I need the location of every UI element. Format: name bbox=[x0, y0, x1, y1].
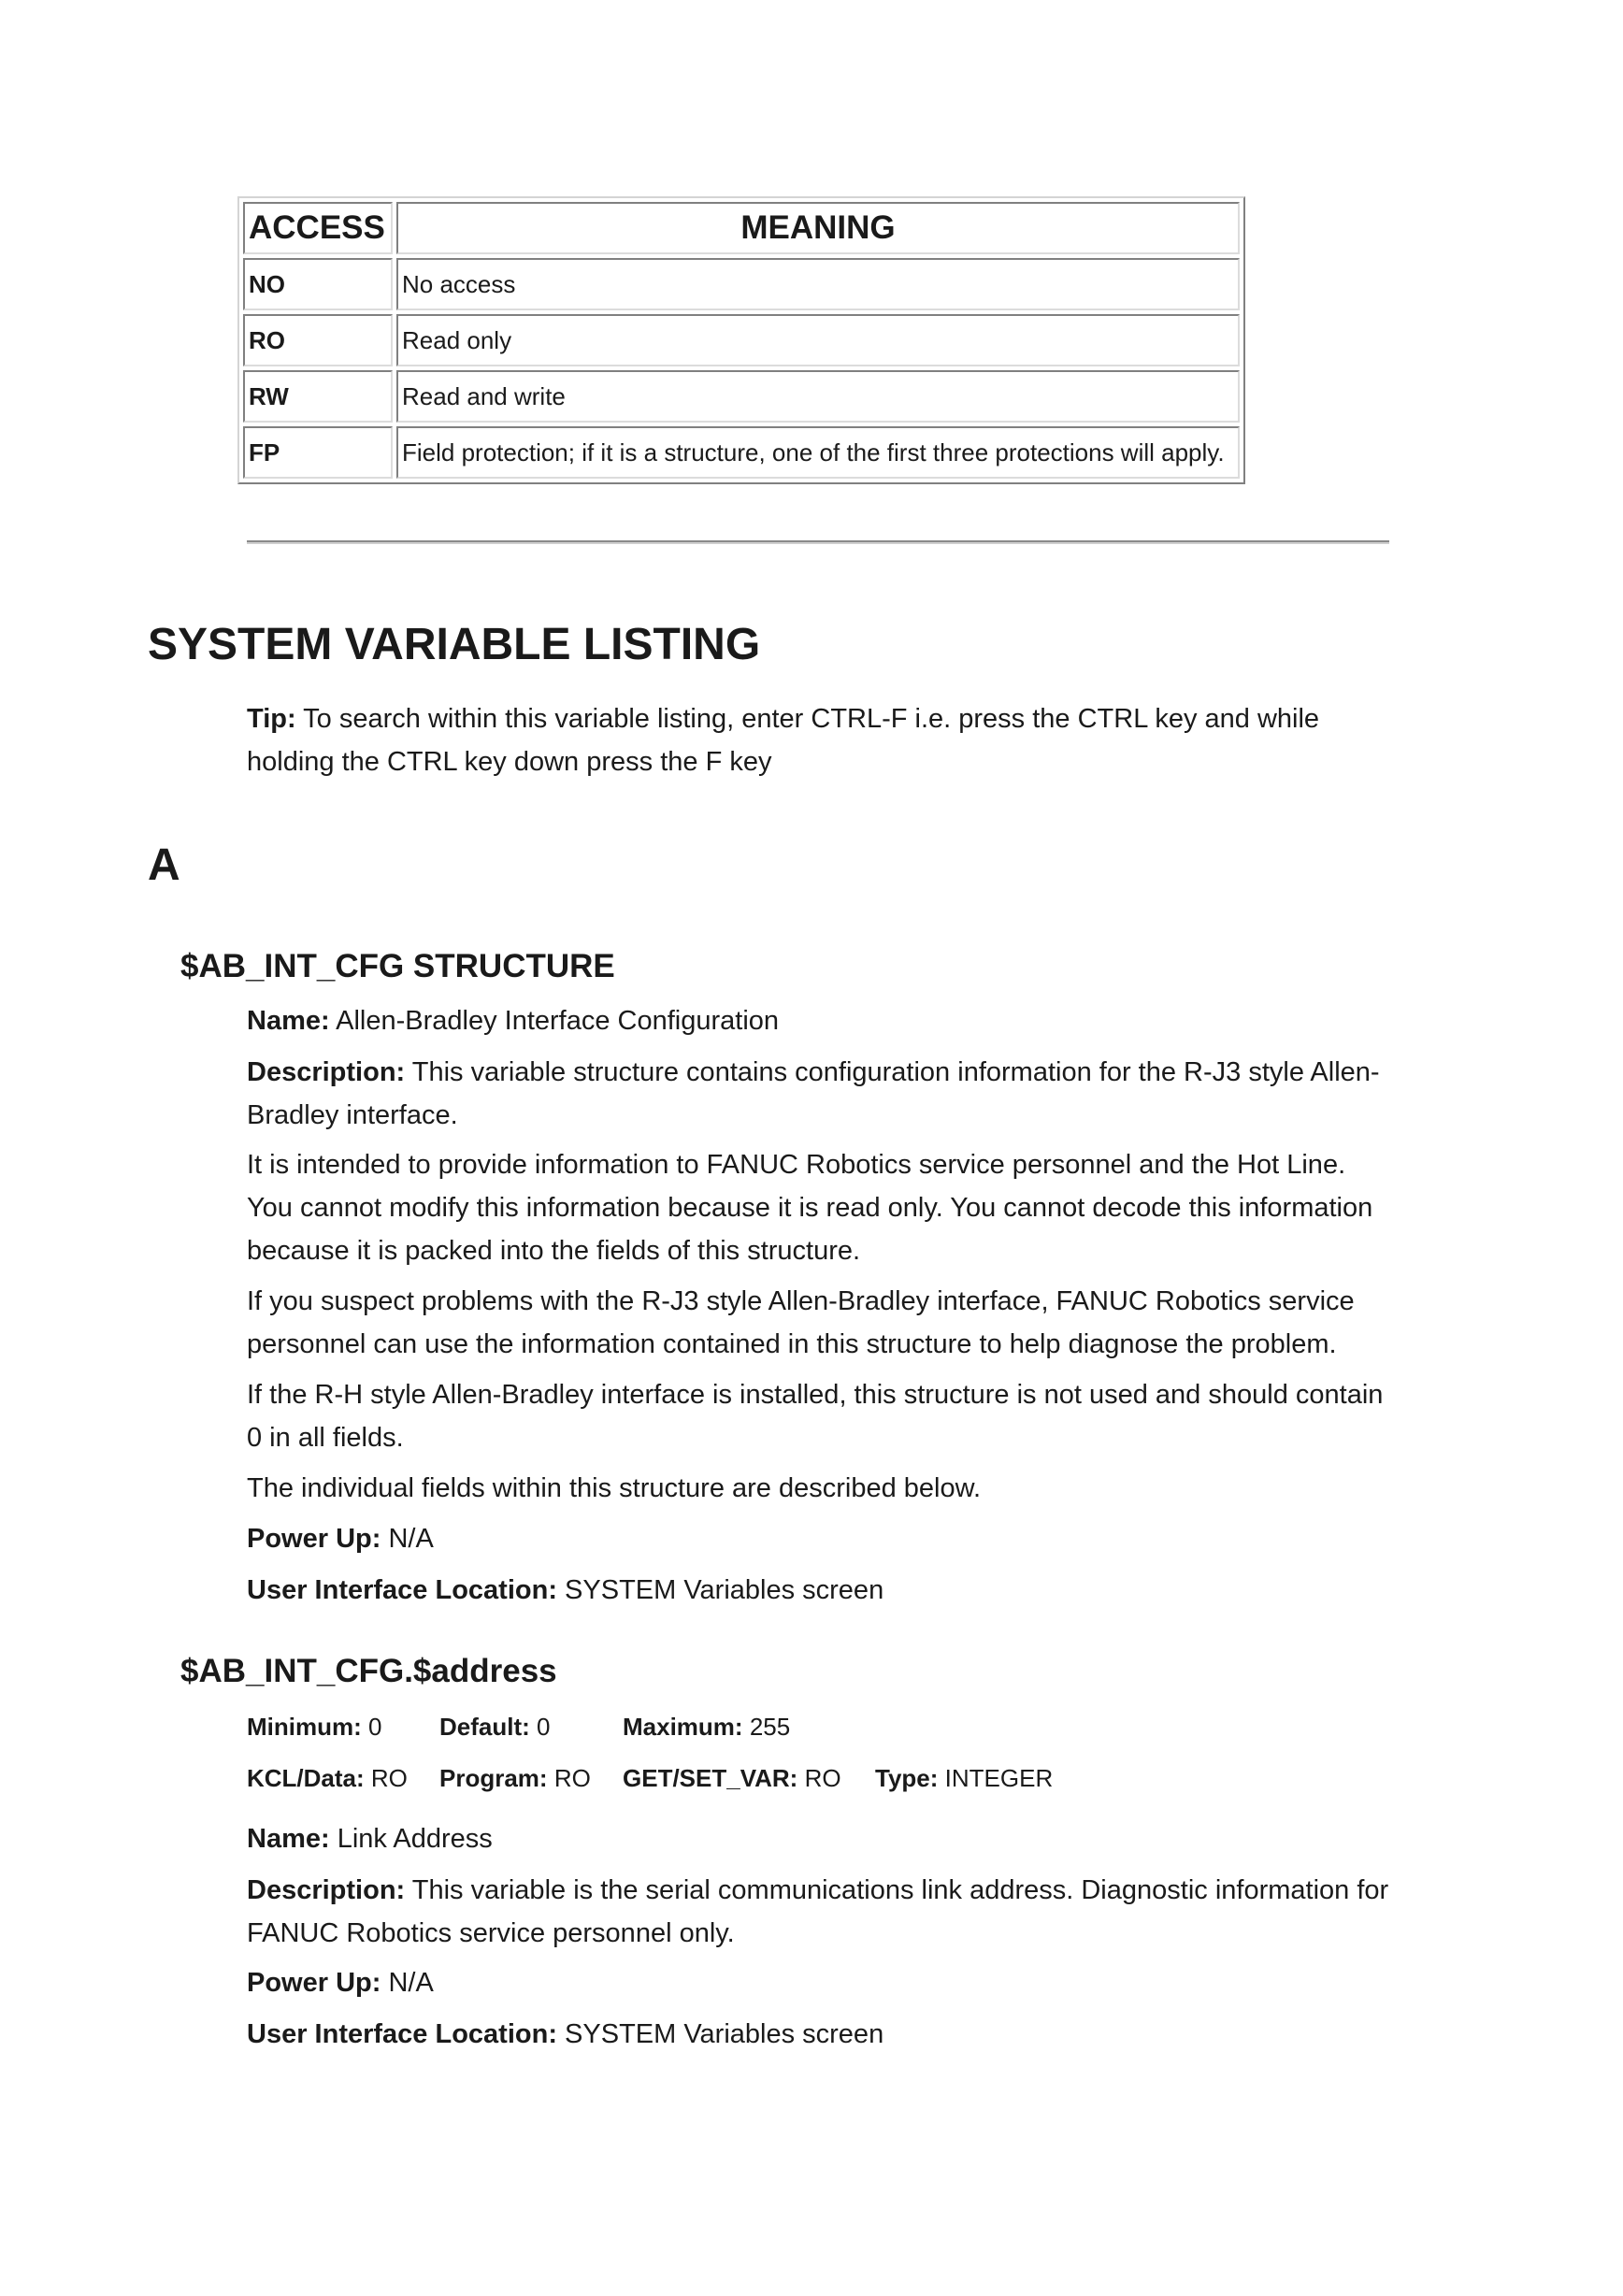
name-value: Link Address bbox=[337, 1824, 493, 1854]
default-attr bbox=[439, 1710, 550, 1744]
letter-heading: A bbox=[148, 840, 180, 890]
structure-power-up bbox=[247, 1517, 1397, 1560]
maximum-label: Maximum: bbox=[623, 1713, 743, 1741]
access-meaning: Read and write bbox=[396, 370, 1240, 423]
ui-location-label: User Interface Location: bbox=[247, 2019, 557, 2049]
table-row bbox=[243, 314, 1240, 366]
minimum-label: Minimum: bbox=[247, 1713, 362, 1741]
access-meaning: Field protection; if it is a structure, one of the first three protections will apply. bbox=[396, 426, 1240, 479]
field-heading: $AB_INT_CFG.$address bbox=[180, 1653, 557, 1689]
tip-label: Tip: bbox=[247, 704, 296, 734]
access-code: FP bbox=[243, 426, 393, 479]
type-value: INTEGER bbox=[944, 1764, 1054, 1792]
structure-paragraph-3: If the R-H style Allen-Bradley interface is installed, this structure is not used and should contain 0 in all fields. bbox=[247, 1380, 1384, 1453]
kcl-attr bbox=[247, 1761, 408, 1795]
structure-heading: $AB_INT_CFG STRUCTURE bbox=[180, 948, 615, 984]
ui-location-value: SYSTEM Variables screen bbox=[565, 1575, 884, 1605]
access-table bbox=[237, 196, 1245, 484]
field-description bbox=[247, 1869, 1397, 1955]
access-meaning: Read only bbox=[396, 314, 1240, 366]
power-up-value: N/A bbox=[388, 1968, 434, 1998]
power-up-label: Power Up: bbox=[247, 1524, 381, 1554]
name-value: Allen-Bradley Interface Configuration bbox=[336, 1006, 780, 1036]
default-value: 0 bbox=[537, 1713, 551, 1741]
page-title: SYSTEM VARIABLE LISTING bbox=[148, 620, 761, 669]
table-row bbox=[243, 426, 1240, 479]
default-label: Default: bbox=[439, 1713, 530, 1741]
program-value: RO bbox=[553, 1764, 591, 1792]
structure-description bbox=[247, 1051, 1397, 1137]
minimum-value: 0 bbox=[368, 1713, 382, 1741]
maximum-attr bbox=[623, 1710, 790, 1744]
description-text: This variable structure contains configuration information for the R-J3 style Allen-Bradley interface. bbox=[247, 1057, 1380, 1130]
minimum-attr bbox=[247, 1710, 381, 1744]
table-row bbox=[243, 370, 1240, 423]
access-meaning: No access bbox=[396, 258, 1240, 310]
description-label: Description: bbox=[247, 1057, 406, 1087]
structure-name bbox=[247, 999, 1397, 1042]
field-ui-location bbox=[247, 2013, 1397, 2056]
program-attr bbox=[439, 1761, 591, 1795]
type-label: Type: bbox=[875, 1764, 939, 1792]
maximum-value: 255 bbox=[749, 1713, 791, 1741]
field-power-up bbox=[247, 1961, 1397, 2004]
structure-ui-location bbox=[247, 1569, 1397, 1612]
table-header-row bbox=[243, 202, 1240, 254]
structure-paragraph-2: If you suspect problems with the R-J3 style Allen-Bradley interface, FANUC Robotics service personnel can use the information contained in this structure to help diagnose the problem. bbox=[247, 1286, 1355, 1359]
access-code: RW bbox=[243, 370, 393, 423]
getset-attr bbox=[623, 1761, 841, 1795]
description-label: Description: bbox=[247, 1875, 406, 1905]
table-row bbox=[243, 258, 1240, 310]
access-code: NO bbox=[243, 258, 393, 310]
power-up-label: Power Up: bbox=[247, 1968, 381, 1998]
type-attr bbox=[875, 1761, 1053, 1795]
structure-paragraph-4: The individual fields within this structure are described below. bbox=[247, 1473, 982, 1503]
structure-paragraph-1: It is intended to provide information to FANUC Robotics service personnel and the Hot Line. You cannot modify this information because it is read only. You cannot decode this information because it is packed into the fields of this structure. bbox=[247, 1150, 1373, 1266]
description-text: This variable is the serial communications link address. Diagnostic information for FANUC Robotics service personnel only. bbox=[247, 1875, 1389, 1948]
tip-text: To search within this variable listing, enter CTRL-F i.e. press the CTRL key and while holding the CTRL key down press the F key bbox=[247, 704, 1320, 777]
power-up-value: N/A bbox=[388, 1524, 434, 1554]
field-name bbox=[247, 1817, 1397, 1860]
tip-paragraph bbox=[247, 697, 1397, 783]
ui-location-label: User Interface Location: bbox=[247, 1575, 557, 1605]
access-code: RO bbox=[243, 314, 393, 366]
kcl-label: KCL/Data: bbox=[247, 1764, 365, 1792]
name-label: Name: bbox=[247, 1824, 330, 1854]
getset-label: GET/SET_VAR: bbox=[623, 1764, 798, 1792]
horizontal-divider bbox=[247, 540, 1389, 544]
name-label: Name: bbox=[247, 1006, 330, 1036]
kcl-value: RO bbox=[370, 1764, 408, 1792]
meaning-column-header: MEANING bbox=[396, 202, 1240, 254]
ui-location-value: SYSTEM Variables screen bbox=[565, 2019, 884, 2049]
getset-value: RO bbox=[804, 1764, 841, 1792]
access-column-header: ACCESS bbox=[243, 202, 393, 254]
program-label: Program: bbox=[439, 1764, 548, 1792]
